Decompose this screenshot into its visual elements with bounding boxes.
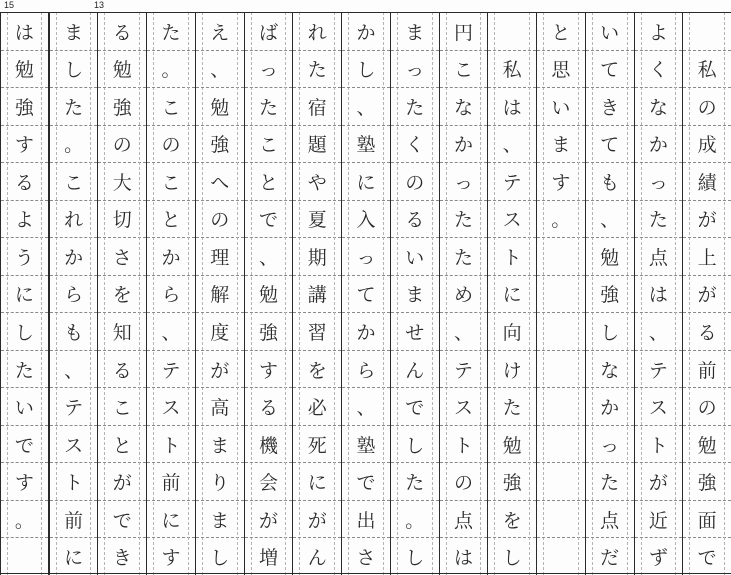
manuscript-cell xyxy=(537,537,585,575)
manuscript-column xyxy=(49,12,98,575)
manuscript-cell: っ xyxy=(245,50,293,88)
manuscript-cell: た xyxy=(50,87,98,125)
manuscript-cell: で xyxy=(342,462,390,500)
manuscript-cell: ず xyxy=(635,537,683,575)
manuscript-cell: ら xyxy=(147,275,195,313)
manuscript-cell: 前 xyxy=(147,462,195,500)
manuscript-cell: に xyxy=(50,537,98,575)
manuscript-column xyxy=(195,12,244,575)
manuscript-cell: っ xyxy=(586,425,634,463)
manuscript-cell: き xyxy=(586,87,634,125)
manuscript-column xyxy=(97,12,146,575)
page-mark-right: 13 xyxy=(94,0,105,10)
manuscript-cell: ス xyxy=(50,425,98,463)
manuscript-cell: す xyxy=(245,350,293,388)
manuscript-cell: を xyxy=(293,350,341,388)
manuscript-cell: す xyxy=(1,462,48,500)
manuscript-cell: 度 xyxy=(196,312,244,350)
manuscript-cell xyxy=(537,275,585,313)
manuscript-cell: る xyxy=(391,200,439,238)
manuscript-cell: で xyxy=(98,500,146,538)
manuscript-cell: 円 xyxy=(440,12,488,50)
manuscript-column xyxy=(634,12,683,575)
manuscript-cell: 上 xyxy=(683,237,731,275)
manuscript-cell: 宿 xyxy=(293,87,341,125)
manuscript-cell: た xyxy=(391,462,439,500)
manuscript-cell: ん xyxy=(391,350,439,388)
manuscript-cell: 、 xyxy=(342,87,390,125)
manuscript-cell: の xyxy=(196,200,244,238)
manuscript-cell: し xyxy=(1,312,48,350)
manuscript-cell: い xyxy=(586,12,634,50)
manuscript-cell: か xyxy=(147,237,195,275)
manuscript-cell: の xyxy=(147,125,195,163)
manuscript-cell: す xyxy=(147,537,195,575)
manuscript-cell: た xyxy=(147,12,195,50)
manuscript-cell: 強 xyxy=(245,312,293,350)
manuscript-cell: 面 xyxy=(683,500,731,538)
manuscript-cell: る xyxy=(98,12,146,50)
genkou-grid xyxy=(0,12,731,575)
manuscript-cell: 理 xyxy=(196,237,244,275)
manuscript-cell: き xyxy=(98,537,146,575)
manuscript-cell: を xyxy=(488,500,536,538)
manuscript-cell: 。 xyxy=(537,200,585,238)
manuscript-cell: い xyxy=(1,387,48,425)
manuscript-cell: し xyxy=(391,537,439,575)
manuscript-cell: 講 xyxy=(293,275,341,313)
manuscript-cell: 前 xyxy=(683,350,731,388)
manuscript-cell xyxy=(537,500,585,538)
manuscript-cell: さ xyxy=(342,537,390,575)
manuscript-cell: の xyxy=(391,162,439,200)
manuscript-cell: て xyxy=(586,125,634,163)
manuscript-cell: が xyxy=(293,500,341,538)
manuscript-cell: 高 xyxy=(196,387,244,425)
manuscript-cell: ば xyxy=(245,12,293,50)
manuscript-cell: 、 xyxy=(635,312,683,350)
manuscript-cell xyxy=(537,312,585,350)
manuscript-cell: 塾 xyxy=(342,125,390,163)
manuscript-cell: こ xyxy=(440,50,488,88)
manuscript-cell: は xyxy=(1,12,48,50)
manuscript-cell: 入 xyxy=(342,200,390,238)
manuscript-cell: 前 xyxy=(50,500,98,538)
manuscript-cell: こ xyxy=(147,87,195,125)
manuscript-cell: 死 xyxy=(293,425,341,463)
manuscript-cell: 。 xyxy=(1,500,48,538)
manuscript-cell: 必 xyxy=(293,387,341,425)
manuscript-cell xyxy=(537,350,585,388)
manuscript-cell: 強 xyxy=(683,462,731,500)
manuscript-cell: 点 xyxy=(586,500,634,538)
manuscript-cell: 勉 xyxy=(245,275,293,313)
manuscript-cell: こ xyxy=(147,162,195,200)
manuscript-cell: 解 xyxy=(196,275,244,313)
manuscript-cell xyxy=(537,425,585,463)
manuscript-cell: す xyxy=(537,162,585,200)
manuscript-column xyxy=(0,12,49,575)
manuscript-cell: さ xyxy=(98,237,146,275)
manuscript-cell: る xyxy=(1,162,48,200)
manuscript-cell: 績 xyxy=(683,162,731,200)
manuscript-cell: ら xyxy=(50,275,98,313)
manuscript-cell: 勉 xyxy=(196,87,244,125)
manuscript-cell: っ xyxy=(440,162,488,200)
manuscript-cell: こ xyxy=(245,125,293,163)
manuscript-cell: ス xyxy=(147,387,195,425)
manuscript-cell: し xyxy=(50,50,98,88)
manuscript-cell: か xyxy=(342,312,390,350)
manuscript-cell xyxy=(537,237,585,275)
manuscript-cell: な xyxy=(586,350,634,388)
manuscript-cell: 点 xyxy=(440,500,488,538)
manuscript-cell: こ xyxy=(98,387,146,425)
page-mark-left: 15 xyxy=(4,0,15,10)
manuscript-cell: へ xyxy=(196,162,244,200)
manuscript-cell: ま xyxy=(50,12,98,50)
manuscript-column xyxy=(487,12,536,575)
manuscript-column xyxy=(439,12,488,575)
manuscript-cell: が xyxy=(98,462,146,500)
manuscript-cell: も xyxy=(586,162,634,200)
manuscript-cell: ま xyxy=(196,500,244,538)
manuscript-cell: 題 xyxy=(293,125,341,163)
manuscript-cell: や xyxy=(293,162,341,200)
manuscript-cell: か xyxy=(50,237,98,275)
manuscript-cell: ト xyxy=(147,425,195,463)
manuscript-cell: 向 xyxy=(488,312,536,350)
manuscript-cell: ス xyxy=(635,387,683,425)
manuscript-cell: す xyxy=(1,125,48,163)
manuscript-column xyxy=(390,12,439,575)
manuscript-cell: っ xyxy=(342,237,390,275)
manuscript-cell: な xyxy=(635,87,683,125)
manuscript-cell: よ xyxy=(1,200,48,238)
manuscript-cell: ま xyxy=(391,275,439,313)
manuscript-cell: ト xyxy=(440,425,488,463)
manuscript-cell: し xyxy=(391,425,439,463)
manuscript-cell: 、 xyxy=(50,350,98,388)
manuscript-cell: 、 xyxy=(440,312,488,350)
grid-top-border xyxy=(0,12,731,13)
manuscript-cell xyxy=(488,12,536,50)
manuscript-cell: で xyxy=(1,425,48,463)
page-header xyxy=(0,0,731,12)
manuscript-cell: 私 xyxy=(683,50,731,88)
manuscript-cell: に xyxy=(342,162,390,200)
manuscript-cell: し xyxy=(488,537,536,575)
manuscript-cell: は xyxy=(635,275,683,313)
manuscript-column xyxy=(341,12,390,575)
manuscript-cell: か xyxy=(635,125,683,163)
manuscript-cell: め xyxy=(440,275,488,313)
manuscript-cell: ス xyxy=(488,200,536,238)
manuscript-cell: 。 xyxy=(50,125,98,163)
manuscript-cell xyxy=(1,537,48,575)
manuscript-cell: っ xyxy=(391,50,439,88)
manuscript-cell: の xyxy=(683,87,731,125)
manuscript-cell: 塾 xyxy=(342,425,390,463)
manuscript-cell: ん xyxy=(293,537,341,575)
manuscript-cell: テ xyxy=(488,162,536,200)
manuscript-cell: た xyxy=(635,200,683,238)
manuscript-cell: た xyxy=(245,87,293,125)
manuscript-cell: 強 xyxy=(1,87,48,125)
manuscript-cell: う xyxy=(1,237,48,275)
manuscript-cell: 、 xyxy=(245,237,293,275)
manuscript-cell: 強 xyxy=(586,275,634,313)
manuscript-column xyxy=(585,12,634,575)
manuscript-cell: 知 xyxy=(98,312,146,350)
manuscript-cell: 強 xyxy=(196,125,244,163)
manuscript-column xyxy=(536,12,585,575)
manuscript-cell: 成 xyxy=(683,125,731,163)
manuscript-cell: こ xyxy=(50,162,98,200)
manuscript-cell: が xyxy=(683,200,731,238)
manuscript-cell: が xyxy=(635,462,683,500)
manuscript-cell: ま xyxy=(391,12,439,50)
manuscript-column xyxy=(292,12,341,575)
manuscript-cell: で xyxy=(245,200,293,238)
manuscript-cell: 強 xyxy=(488,462,536,500)
manuscript-cell xyxy=(537,387,585,425)
manuscript-cell: く xyxy=(635,50,683,88)
manuscript-cell xyxy=(683,12,731,50)
manuscript-cell: よ xyxy=(635,12,683,50)
manuscript-cell: 会 xyxy=(245,462,293,500)
manuscript-cell: も xyxy=(50,312,98,350)
grid-bottom-border xyxy=(0,573,731,574)
manuscript-cell: 、 xyxy=(586,200,634,238)
manuscript-cell: 。 xyxy=(391,500,439,538)
manuscript-cell: か xyxy=(586,387,634,425)
manuscript-cell: か xyxy=(342,12,390,50)
manuscript-cell: 勉 xyxy=(488,425,536,463)
manuscript-cell: た xyxy=(1,350,48,388)
manuscript-cell: し xyxy=(586,312,634,350)
manuscript-cell: が xyxy=(683,275,731,313)
manuscript-cell: と xyxy=(537,12,585,50)
manuscript-cell: れ xyxy=(293,12,341,50)
manuscript-cell: 思 xyxy=(537,50,585,88)
manuscript-cell: 夏 xyxy=(293,200,341,238)
manuscript-cell: た xyxy=(440,200,488,238)
manuscript-cell: ト xyxy=(488,237,536,275)
manuscript-cell: ま xyxy=(537,125,585,163)
manuscript-cell: と xyxy=(147,200,195,238)
manuscript-cell: く xyxy=(391,125,439,163)
manuscript-cell: が xyxy=(245,500,293,538)
manuscript-cell: に xyxy=(293,462,341,500)
manuscript-cell: 点 xyxy=(635,237,683,275)
manuscript-cell: の xyxy=(98,125,146,163)
manuscript-cell: っ xyxy=(635,162,683,200)
manuscript-cell: に xyxy=(488,275,536,313)
manuscript-cell: る xyxy=(683,312,731,350)
manuscript-cell: テ xyxy=(440,350,488,388)
manuscript-cell: ら xyxy=(342,350,390,388)
manuscript-cell: る xyxy=(98,350,146,388)
manuscript-cell: 増 xyxy=(245,537,293,575)
manuscript-cell: で xyxy=(391,387,439,425)
manuscript-cell: た xyxy=(488,387,536,425)
manuscript-cell xyxy=(537,462,585,500)
manuscript-cell: て xyxy=(342,275,390,313)
manuscript-cell: を xyxy=(98,275,146,313)
manuscript-cell: は xyxy=(488,87,536,125)
manuscript-column xyxy=(146,12,195,575)
manuscript-cell: け xyxy=(488,350,536,388)
manuscript-cell: テ xyxy=(50,387,98,425)
manuscript-cell: が xyxy=(196,350,244,388)
manuscript-cell: 近 xyxy=(635,500,683,538)
manuscript-cell: と xyxy=(245,162,293,200)
manuscript-cell: た xyxy=(586,462,634,500)
manuscript-column xyxy=(244,12,293,575)
manuscript-cell: て xyxy=(586,50,634,88)
manuscript-cell: 習 xyxy=(293,312,341,350)
manuscript-cell: 。 xyxy=(147,50,195,88)
manuscript-cell: で xyxy=(683,537,731,575)
manuscript-cell: テ xyxy=(635,350,683,388)
manuscript-cell: の xyxy=(683,387,731,425)
manuscript-cell: 切 xyxy=(98,200,146,238)
manuscript-cell: 期 xyxy=(293,237,341,275)
manuscript-cell: 、 xyxy=(342,387,390,425)
manuscript-cell: た xyxy=(293,50,341,88)
manuscript-cell: に xyxy=(147,500,195,538)
manuscript-cell: た xyxy=(440,237,488,275)
manuscript-cell: だ xyxy=(586,537,634,575)
manuscript-cell: 出 xyxy=(342,500,390,538)
manuscript-cell: え xyxy=(196,12,244,50)
manuscript-cell: ト xyxy=(50,462,98,500)
manuscript-cell: 大 xyxy=(98,162,146,200)
manuscript-cell: 強 xyxy=(98,87,146,125)
manuscript-cell: 機 xyxy=(245,425,293,463)
manuscript-cell: せ xyxy=(391,312,439,350)
manuscript-cell: は xyxy=(440,537,488,575)
manuscript-cell: の xyxy=(440,462,488,500)
manuscript-cell: い xyxy=(391,237,439,275)
manuscript-cell: テ xyxy=(147,350,195,388)
manuscript-cell: る xyxy=(245,387,293,425)
manuscript-cell: 、 xyxy=(147,312,195,350)
manuscript-cell: ト xyxy=(635,425,683,463)
manuscript-cell: 、 xyxy=(196,50,244,88)
manuscript-cell: 勉 xyxy=(683,425,731,463)
manuscript-cell: と xyxy=(98,425,146,463)
manuscript-cell: い xyxy=(537,87,585,125)
manuscript-cell: し xyxy=(196,537,244,575)
manuscript-cell: に xyxy=(1,275,48,313)
manuscript-cell: か xyxy=(440,125,488,163)
manuscript-cell: た xyxy=(391,87,439,125)
manuscript-cell: ま xyxy=(196,425,244,463)
manuscript-cell: れ xyxy=(50,200,98,238)
manuscript-cell: ス xyxy=(440,387,488,425)
manuscript-cell: 、 xyxy=(488,125,536,163)
manuscript-cell: 私 xyxy=(488,50,536,88)
manuscript-cell: り xyxy=(196,462,244,500)
manuscript-column xyxy=(682,12,731,575)
manuscript-cell: 勉 xyxy=(586,237,634,275)
manuscript-cell: 勉 xyxy=(98,50,146,88)
manuscript-cell: 勉 xyxy=(1,50,48,88)
manuscript-cell: し xyxy=(342,50,390,88)
manuscript-cell: な xyxy=(440,87,488,125)
